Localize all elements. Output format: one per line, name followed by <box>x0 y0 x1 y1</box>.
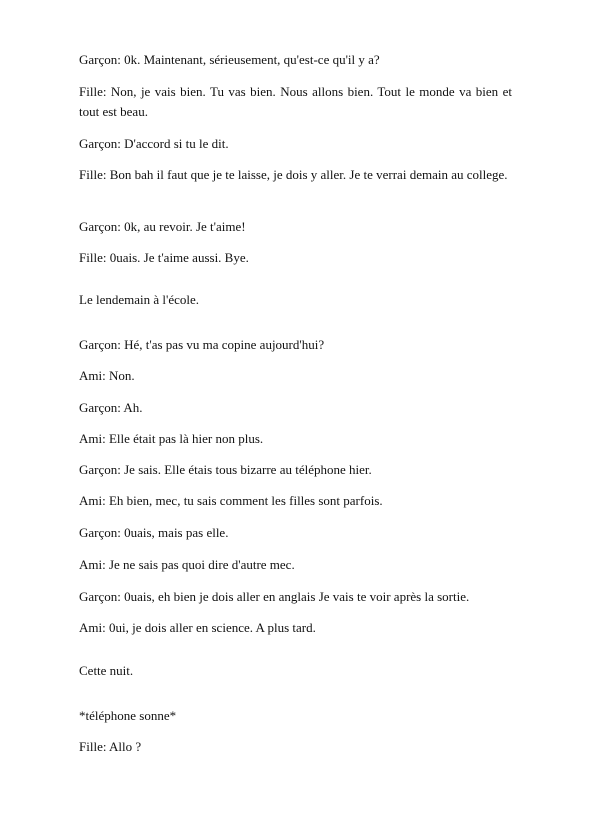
dialogue-line: Ami: Je ne sais pas quoi dire d'autre mec. <box>79 557 295 572</box>
stage-direction: *téléphone sonne* <box>79 708 177 723</box>
scene-heading: Cette nuit. <box>79 663 134 678</box>
dialogue-line: Fille: Bon bah il faut que je te laisse, je dois y aller. Je te verrai demain au college. <box>79 167 508 182</box>
dialogue-line: Garçon: D'accord si tu le dit. <box>79 136 229 151</box>
dialogue-line: Garçon: Ah. <box>79 400 143 415</box>
dialogue-line: Fille: Allo ? <box>79 739 142 754</box>
dialogue-line: Fille: 0uais. Je t'aime aussi. Bye. <box>79 250 249 265</box>
dialogue-line: Ami: Elle était pas là hier non plus. <box>79 431 264 446</box>
dialogue-line: Garçon: 0k, au revoir. Je t'aime! <box>79 219 246 234</box>
dialogue-line: Ami: Eh bien, mec, tu sais comment les filles sont parfois. <box>79 493 383 508</box>
dialogue-line: Garçon: 0uais, mais pas elle. <box>79 525 229 540</box>
dialogue-line: Ami: 0ui, je dois aller en science. A plus tard. <box>79 620 316 635</box>
dialogue-line: Garçon: Je sais. Elle étais tous bizarre au téléphone hier. <box>79 462 372 477</box>
dialogue-line: Ami: Non. <box>79 368 135 383</box>
dialogue-line: Garçon: Hé, t'as pas vu ma copine aujourd'hui? <box>79 337 325 352</box>
dialogue-line: Garçon: 0k. Maintenant, sérieusement, qu'est-ce qu'il y a? <box>79 52 380 67</box>
dialogue-line: Garçon: 0uais, eh bien je dois aller en anglais Je vais te voir après la sortie. <box>79 589 470 604</box>
dialogue-line: Fille: Non, je vais bien. Tu vas bien. Nous allons bien. Tout le monde va bien et tout est beau. <box>79 84 512 119</box>
scene-heading: Le lendemain à l'école. <box>79 292 200 307</box>
